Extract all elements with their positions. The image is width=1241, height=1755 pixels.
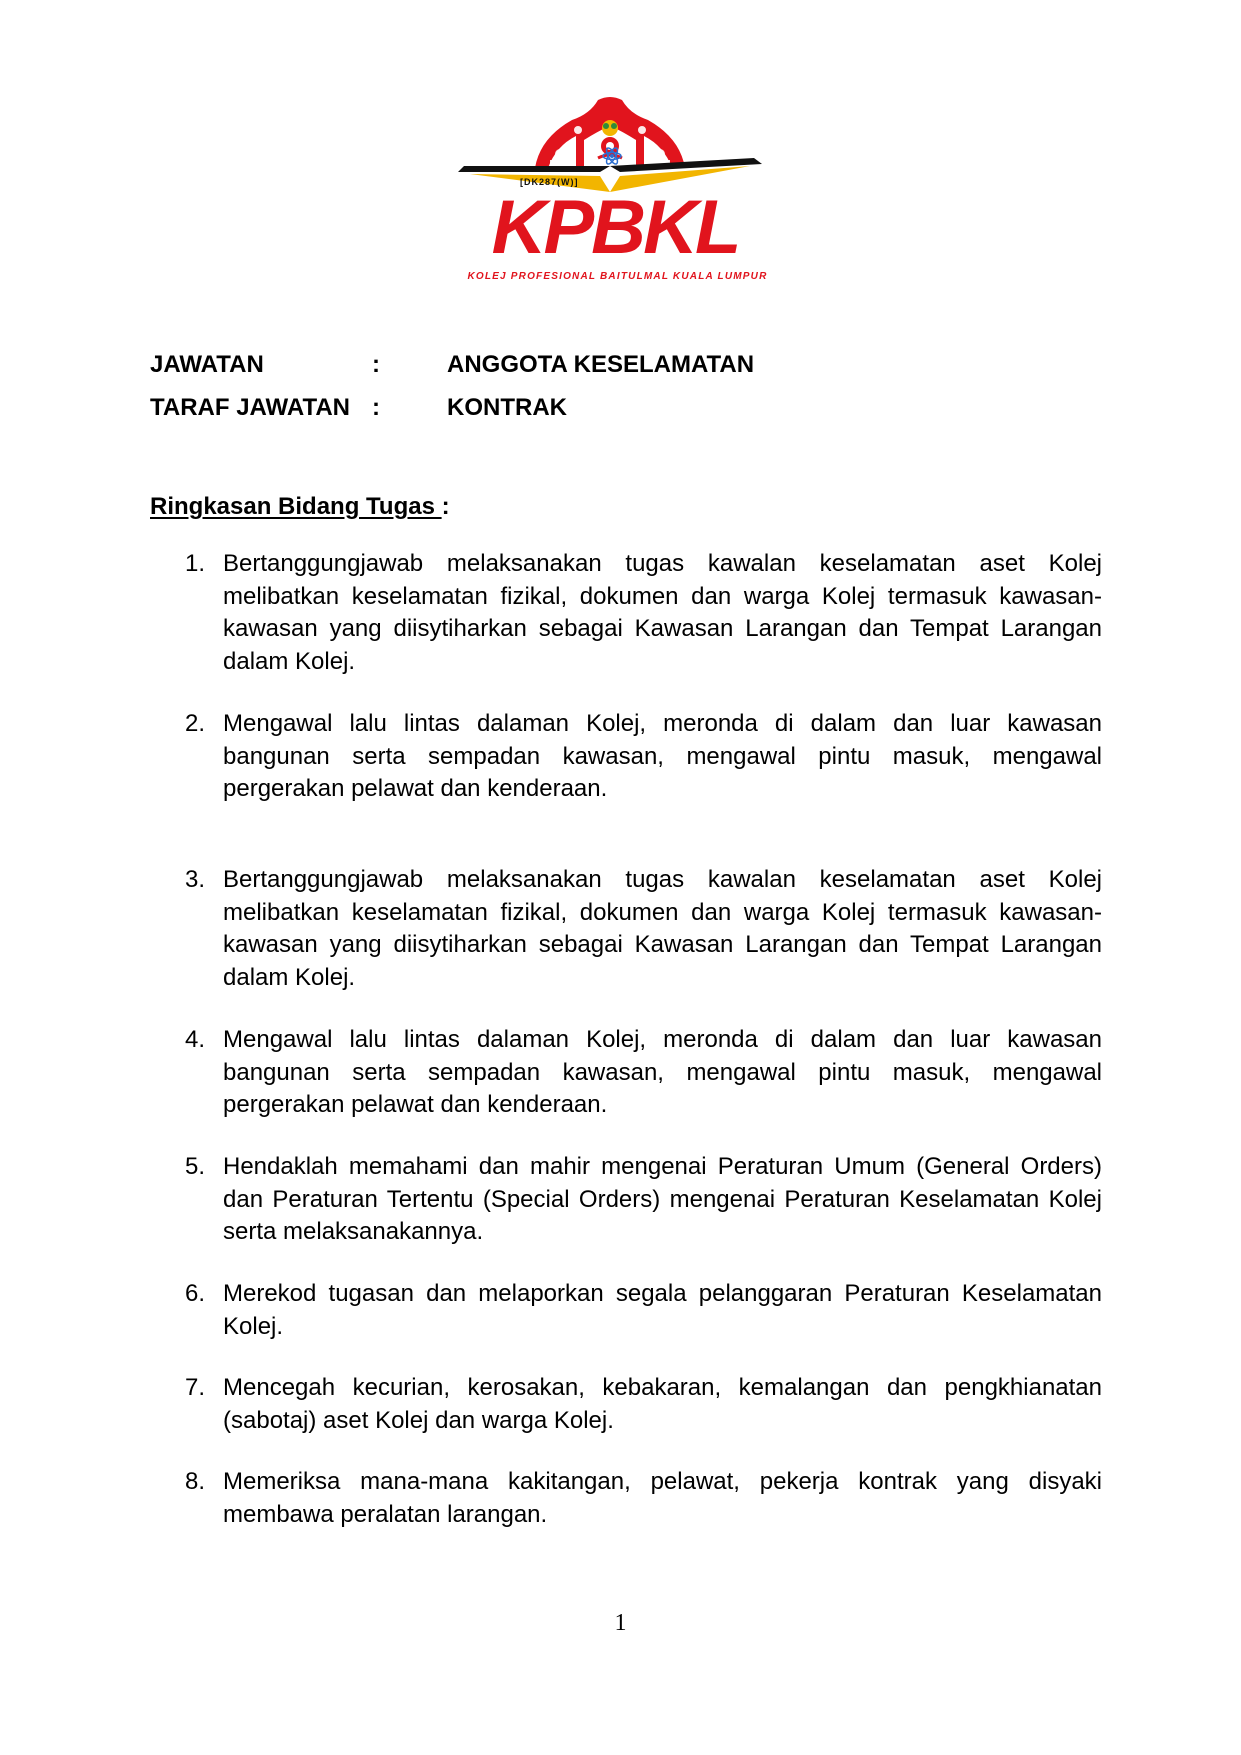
- jawatan-colon: :: [372, 351, 380, 378]
- taraf-jawatan-colon: :: [372, 394, 380, 421]
- list-item-number: 6.: [185, 1280, 206, 1307]
- list-item-number: 7.: [185, 1374, 206, 1401]
- list-item: [150, 1024, 1102, 1122]
- section-heading-colon: :: [441, 493, 450, 520]
- list-item-text: Mengawal lalu lintas dalaman Kolej, meronda di dalam dan luar kawasan bangunan serta sempadan kawasan, mengawal pintu masuk, mengawal pergerakan pelawat dan kenderaan.: [223, 1026, 1102, 1119]
- logo-registration: [DK287(W)]: [520, 177, 579, 187]
- list-item-number: 4.: [185, 1026, 206, 1053]
- list-item-text: Hendaklah memahami dan mahir mengenai Peraturan Umum (General Orders) dan Peraturan Tertentu (Special Orders) mengenai Peraturan Keselamatan Kolej serta melaksanakannya.: [223, 1153, 1102, 1246]
- jawatan-label: JAWATAN: [150, 351, 264, 378]
- logo-tagline: KOLEJ PROFESIONAL BAITULMAL KUALA LUMPUR: [467, 271, 768, 282]
- logo-wordmark: KPBKL: [491, 185, 739, 270]
- section-heading: [150, 492, 450, 522]
- list-item: [150, 864, 1102, 994]
- taraf-jawatan-value: KONTRAK: [447, 394, 567, 421]
- list-item-text: Bertanggungjawab melaksanakan tugas kawalan keselamatan aset Kolej melibatkan keselamatan fizikal, dokumen dan warga Kolej termasuk kawasan-kawasan yang diisytiharkan sebagai Kawasan Larangan dan Tempat Larangan dalam Kolej.: [223, 550, 1102, 675]
- taraf-jawatan-label: TARAF JAWATAN: [150, 394, 350, 421]
- list-item-text: Memeriksa mana-mana kakitangan, pelawat, pekerja kontrak yang disyaki membawa peralatan larangan.: [223, 1468, 1102, 1528]
- list-item-text: Bertanggungjawab melaksanakan tugas kawalan keselamatan aset Kolej melibatkan keselamatan fizikal, dokumen dan warga Kolej termasuk kawasan-kawasan yang diisytiharkan sebagai Kawasan Larangan dan Tempat Larangan dalam Kolej.: [223, 866, 1102, 991]
- list-item-number: 1.: [185, 550, 206, 577]
- list-item: [150, 1278, 1102, 1343]
- list-item: [150, 1466, 1102, 1531]
- list-item: [150, 1372, 1102, 1437]
- list-item-number: 2.: [185, 710, 206, 737]
- list-item-number: 5.: [185, 1153, 206, 1180]
- list-item-text: Mengawal lalu lintas dalaman Kolej, meronda di dalam dan luar kawasan bangunan serta sempadan kawasan, mengawal pintu masuk, mengawal pergerakan pelawat dan kenderaan.: [223, 710, 1102, 803]
- list-item-text: Merekod tugasan dan melaporkan segala pelanggaran Peraturan Keselamatan Kolej.: [223, 1280, 1102, 1340]
- list-item: [150, 1151, 1102, 1249]
- list-item: [150, 548, 1102, 678]
- jawatan-value: ANGGOTA KESELAMATAN: [447, 351, 755, 378]
- list-item-number: 8.: [185, 1468, 206, 1495]
- section-heading-text: Ringkasan Bidang Tugas: [150, 493, 442, 520]
- list-item-number: 3.: [185, 866, 206, 893]
- list-item: [150, 708, 1102, 806]
- page-number: 1: [614, 1610, 627, 1636]
- kpbkl-logo: [450, 96, 800, 290]
- list-item-text: Mencegah kecurian, kerosakan, kebakaran, kemalangan dan pengkhianatan (sabotaj) aset Kolej dan warga Kolej.: [223, 1374, 1102, 1434]
